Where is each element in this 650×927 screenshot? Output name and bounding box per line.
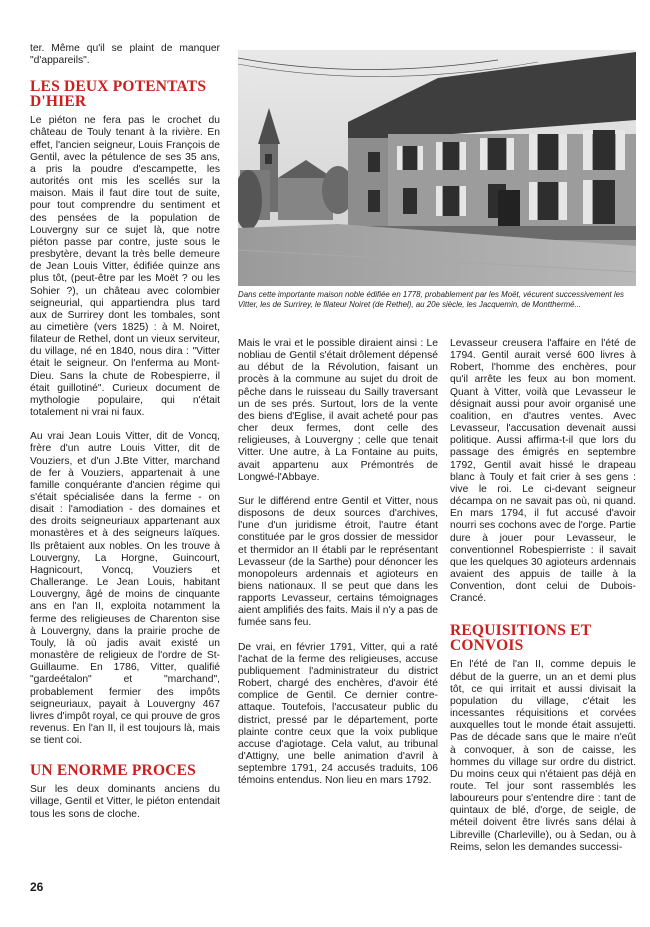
photo-caption: Dans cette importante maison noble édifiée en 1778, probablement par les Moët, vécurent successivement les Vitter, les de Surrirey, le filateur Noiret (de Rethel), au 20e siècle, les Jacquemin, de Montthermé... xyxy=(238,290,624,309)
left-column xyxy=(30,43,220,821)
enorme-proces-paragraph: Sur les deux dominants anciens du village, Gentil et Vitter, le piéton entendait tous les sons de cloche. xyxy=(30,784,220,820)
middle-paragraph-1: Mais le vrai et le possible diraient ainsi : Le nobliau de Gentil s'était drôlement dépensé au début de la Révolution, faisant un procès à la commune au sujet du droit de pêche dans le ruisseau du Sailly traversant un de ses prés. Surtout, lors de la vente des biens d'Eglise, il avait acheté pour pas cher deux fermes, dont celle des religieuses, à Louvergny ; celle que tenait Vitter. Une autre, à La Fontaine au puits, avait appartenu aux Prémontrés de Longwé-l'Abbaye. xyxy=(238,338,438,483)
right-paragraph-1: Levasseur creusera l'affaire en l'été de 1794. Gentil aurait versé 600 livres à Robert, l'homme des enchères, pour qu'il arrête les feux au bon moment. Quant à Vitter, voilà que Levasseur le désignait aussi pour avoir organisé une coalition, en d'autres ventes. Avec Levasseur, l'accusation devenait aussi politique. Aussi affirma-t-il que lors du passage des émigrés en septembre 1792, Gentil avait hissé le drapeau blanc à Touly et fait crier à ses gens : vive le roi. Le ci-devant seigneur décampa on ne savait pas où, ni quand. En mars 1794, il fut accusé d'avoir nourri ses cochons avec de l'orge. Partie dure à jouer pour Levasseur, le conventionnel Robespierriste : il savait que les quelques 30 agioteurs ardennais avaient des appuis de taille à la Convention, dont celui de Dubois-Crancé. xyxy=(450,338,636,605)
middle-paragraph-2: Sur le différend entre Gentil et Vitter, nous disposons de deux sources d'archives, l'une d'un juridisme étroit, l'autre étant constituée par le gros dossier de messidor et thermidor an II établi par le représentant Levasseur (de la Sarthe) pour dénoncer les monopoleurs ardennais et agioteurs en biens nationaux. Il se peut que dans les rapports Levasseur, certains témoignages aient amplifiés des faits. Mais il n'y a pas de fumée sans feu. xyxy=(238,495,438,629)
page-number: 26 xyxy=(30,880,44,894)
section-title-requisitions: REQUISITIONS ET CONVOIS xyxy=(450,622,591,655)
deux-potentats-paragraph-1: Le piéton ne fera pas le crochet du château de Touly tenant à la rivière. En effet, l'ancien seigneur, Louis François de Gentil, avec la pétulence de ses 35 ans, a pris la poudre d'escampette, les autorités ont mis les scellés sur la maison. Mais il faut dire tout de suite, pour tout comprendre du sentiment et des pensées de la population de Louvergny sur ce sujet là, que notre piéton passe par contre, juste sous le presbytère, devant la très belle demeure de Jean Louis Vitter, édifiée quinze ans plus tôt, (peut-être par les Moët ? ou les Sohier ?), un château avec colombier seigneurial, qui appartiendra plus tard aux de Surrirey dont les tombales, sont au cimetière (vers 1825) : à M. Noiret, filateur de Rethel, dont un vieux serviteur, du village, né en 1840, nous dira : "Vitter était le seigneur. On l'enferma au Mont-Dieu. Sans la chute de Robespierre, il était guillotiné". Curieux document de mythologie populaire, qui n'était totalement ni vrai ni faux. xyxy=(30,115,220,419)
section-title-deux-potentats: LES DEUX POTENTATS D'HIER xyxy=(30,78,207,111)
house-photo xyxy=(238,50,636,286)
requisitions-paragraph: En l'été de l'an II, comme depuis le début de la guerre, un an et demi plus tôt, ce qui irritait et aussi divisait la population du village, c'était les incessantes réquisitions et corvées auxquelles tout le monde était assujetti. Pas de décade sans que le maire n'eût à convoquer, à son de caisse, les hommes du village sur ordre du district. Du moins ceux qui n'étaient pas déjà en route. Tel jour sont rassemblés les laboureurs pour s'entendre dire : tant de quintaux de blé, d'orge, de seigle, de méteil doivent être livrés sans délai à Libreville (Charleville), ou à Sedan, ou à Reims, selon les demandes successi- xyxy=(450,659,636,853)
right-column xyxy=(450,338,636,854)
middle-column xyxy=(238,338,438,787)
middle-paragraph-3: De vrai, en février 1791, Vitter, qui a raté l'achat de la ferme des religieuses, accuse publiquement l'administrateur du district Robert, chargé des enchères, d'avoir été complice de Gentil. Ce dernier contre-attaque. Toutefois, l'accusateur public du district, pressé par le département, porte plainte contre ceux que la voix publique accuse d'agiotage. Cela valut, au tribunal d'Attigny, une belle animation d'avril à septembre 1791, 24 accusés traduits, 106 témoins entendus. Non lieu en mars 1792. xyxy=(238,641,438,787)
intro-paragraph: ter. Même qu'il se plaint de manquer "d'appareils". xyxy=(30,43,220,67)
deux-potentats-paragraph-2: Au vrai Jean Louis Vitter, dit de Voncq, frère d'un autre Louis Vitter, dit de Vouziers, et d'un J.Bte Vitter, marchand de fer à Vouziers, appartenait à une famille conquérante d'ancien régime qui s'était spécialisée dans la ferme - on disait : l'amodiation - des domaines et des droits seigneuriaux appartenant aux monastères et à des seigneurs laïques. Ils prêtaient aux nobles. On les trouve à Louvergny, La Horgne, Guincourt, Hagnicourt, Voncq, Vouziers et Challerange. Le Jean Louis, habitant Louvergny, âgé de moins de cinquante ans en l'an II, exploita notamment la ferme des religieuses de Charenton sise à Louvergny, dans la prairie proche de Touly, là où jadis avait existé un monastère de religieux de l'ordre de St-Guillaume. En 1786, Vitter, qualifié "gardeétalon" et "marchand", probablement fermier des impôts seigneuriaux, payait à Louvergny 467 livres d'impôt royal, ce qui prouve de gros revenus. En l'an II, il est toujours là, mais se tient coi. xyxy=(30,431,220,747)
section-title-enorme-proces: UN ENORME PROCES xyxy=(30,762,196,780)
